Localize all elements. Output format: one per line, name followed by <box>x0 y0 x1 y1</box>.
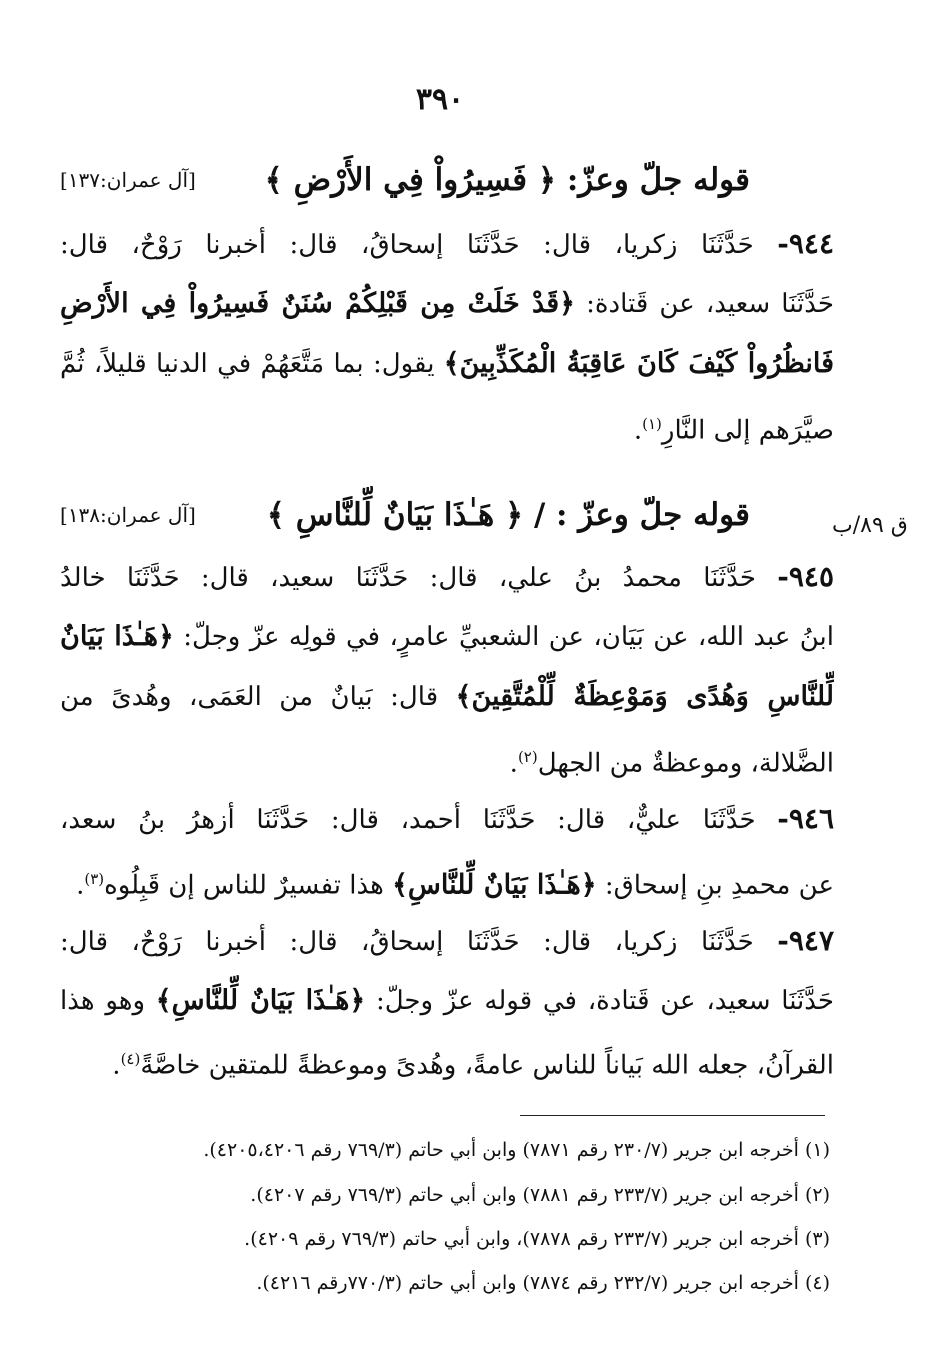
heading-title: قوله جلّ وعزّ : / ﴿ هَـٰذَا بَيَانٌ لِّلنَّاسِ ﴾ <box>266 497 750 533</box>
footnote: (٢) أخرجه ابن جرير (٢٣٣/٧ رقم ٧٨٨١) وابن أبي حاتم (٧٦٩/٣ رقم ٤٢٠٧). <box>250 1184 830 1206</box>
footnote-separator <box>520 1115 825 1116</box>
section-heading <box>60 490 750 540</box>
line-text: . <box>633 415 643 446</box>
quran-verse: ﴿قَدْ خَلَتْ مِن قَبْلِكُمْ سُنَنٌ فَسِيرُواْ فِي الأَرْضِ <box>60 288 575 319</box>
quran-verse: ﴿هَـٰذَا بَيَانٌ لِّلنَّاسِ﴾ <box>392 869 597 901</box>
text-line <box>60 548 834 606</box>
line-text: يقول: بما مَتَّعَهُمْ في الدنيا قليلاً، ثُمَّ <box>60 349 444 379</box>
line-text: صيَّرَهم إلى النَّارِ <box>661 415 834 446</box>
line-text: ابنُ عبد الله، عن بَيَان، عن الشعبيِّ عامرٍ، في قولِه عزّ وجلّ: <box>173 622 834 652</box>
line-text: القرآنُ، جعله الله بَياناً للناس عامةً، وهُدىً وموعظةً للمتقين خاصَّةً <box>140 1050 834 1081</box>
line-text: وهو هذا <box>60 986 156 1016</box>
footnote-marker: (١) <box>642 415 662 433</box>
line-text: . <box>112 1050 121 1081</box>
line-text: حَدَّثَنَا سعيد، عن قَتادة، في قوله عزّ وجلّ: <box>365 986 834 1016</box>
line-text: حَدَّثَنَا محمدُ بنُ علي، قال: حَدَّثَنَا سعيد، قال: حَدَّثَنَا خالدُ <box>60 563 778 593</box>
line-text: . <box>76 870 85 901</box>
line-text: حَدَّثَنَا سعيد، عن قَتادة: <box>574 289 834 319</box>
hadith-number: ٩٤٧- <box>777 924 834 957</box>
manuscript-folio-note: ق ٨٩/ب <box>832 513 908 538</box>
quran-verse: ﴿هَـٰذَا بَيَانٌ لِّلنَّاسِ﴾ <box>155 985 366 1016</box>
verse-reference: [آل عمران:١٣٨] <box>60 503 196 527</box>
quran-verse: لِّلنَّاسِ وَهُدًى وَمَوْعِظَةٌ لِّلْمُتَّقِينَ﴾ <box>455 681 834 712</box>
quran-verse: ﴿هَـٰذَا بَيَانٌ <box>60 621 174 652</box>
footnote-marker: (٢) <box>517 748 538 766</box>
text-line <box>60 850 834 908</box>
footnote-marker: (٣) <box>84 870 105 888</box>
line-text: الضَّلالة، وموعظةٌ من الجهل <box>537 748 834 779</box>
text-line <box>60 275 834 333</box>
page-number: ٣٩٠ <box>415 82 465 117</box>
text-line <box>60 728 834 786</box>
line-text: هذا تفسيرٌ للناس إن قَبِلُوه <box>104 870 393 901</box>
footnote-marker: (٤) <box>120 1050 141 1068</box>
text-line <box>60 215 834 273</box>
quran-verse: فَانظُرُواْ كَيْفَ كَانَ عَاقِبَةُ الْمُكَذِّبِينَ﴾ <box>443 348 834 379</box>
text-line <box>60 395 834 453</box>
text-line <box>60 668 834 726</box>
hadith-number: ٩٤٦- <box>777 802 834 835</box>
footnote: (٣) أخرجه ابن جرير (٢٣٣/٧ رقم ٧٨٧٨)، وابن أبي حاتم (٧٦٩/٣ رقم ٤٢٠٩). <box>244 1228 830 1250</box>
footnote: (٤) أخرجه ابن جرير (٢٣٢/٧ رقم ٧٨٧٤) وابن أبي حاتم (٧٧٠/٣رقم ٤٢١٦). <box>256 1272 830 1294</box>
footnote: (١) أخرجه ابن جرير (٢٣٠/٧ رقم ٧٨٧١) وابن أبي حاتم (٧٦٩/٣ رقم ٤٢٠٥،٤٢٠٦). <box>203 1139 830 1161</box>
verse-reference: [آل عمران:١٣٧] <box>60 168 196 192</box>
text-line <box>60 790 834 848</box>
line-text: . <box>509 748 518 779</box>
text-line <box>60 1030 834 1088</box>
hadith-number: ٩٤٤- <box>777 227 834 260</box>
line-text: قال: بَيانٌ من العَمَى، وهُدىً من <box>60 682 456 712</box>
line-text: حَدَّثَنَا عليٌّ، قال: حَدَّثَنَا أحمد، قال: حَدَّثَنَا أزهرُ بنُ سعد، <box>60 805 778 835</box>
text-line <box>60 335 834 393</box>
line-text: حَدَّثَنَا زكريا، قال: حَدَّثَنَا إسحاقُ، قال: أخبرنا رَوْحٌ، قال: <box>60 927 778 957</box>
line-text: حَدَّثَنَا زكريا، قال: حَدَّثَنَا إسحاقُ، قال: أخبرنا رَوْحٌ، قال: <box>60 230 778 260</box>
heading-title: قوله جلّ وعزّ: ﴿ فَسِيرُواْ فِي الأَرْضِ ﴾ <box>264 162 750 198</box>
text-line <box>60 972 834 1030</box>
text-line <box>60 912 834 970</box>
section-heading <box>60 155 750 205</box>
line-text: عن محمدِ بنِ إسحاق: <box>596 870 834 901</box>
text-line <box>60 608 834 666</box>
hadith-number: ٩٤٥- <box>777 560 834 593</box>
